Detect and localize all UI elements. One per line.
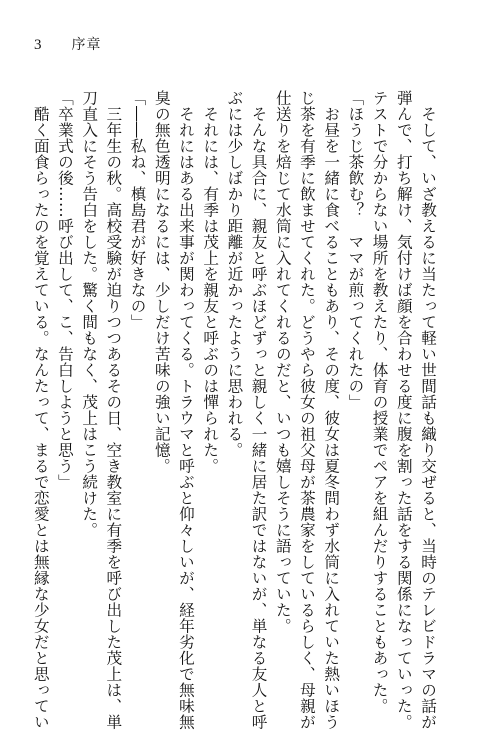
text-line: じ茶を有季に飲ませてくれた。どうやら彼女の祖父母が茶農家をしているらしく、母親が <box>297 90 316 730</box>
page-header <box>34 38 102 53</box>
dialogue-line: 「卒業式の後……呼び出して、こ、告白しようと思う」 <box>55 90 74 490</box>
vertical-body-text <box>29 90 440 730</box>
page-number: 3 <box>34 37 42 53</box>
text-line: 弾んで、打ち解け、気付けば顔を合わせる度に腹を割った話をする関係になっていった。 <box>394 90 413 730</box>
text-line: ぶには少しばかり距離が近かったように思われる。 <box>225 90 244 458</box>
text-line: 仕送りを焙じて水筒に入れてくれるのだと、いつも嬉しそうに語っていた。 <box>273 90 292 634</box>
text-line: 臭の無色透明になるには、少しだけ苦味の強い記憶。 <box>152 90 171 474</box>
text-line: 刀直入にそう告白をした。驚く間もなく、茂上はこう続けた。 <box>80 90 99 538</box>
dialogue-line: 「――私ね、槙島君が好きなの」 <box>128 90 147 330</box>
text-line: お昼を一緒に食べることもあり、その度、彼女は夏冬問わず水筒に入れていた熱いほう <box>322 90 341 730</box>
text-line: そして、いざ教えるに当たって軽い世間話も織り交ぜると、当時のテレビドラマの話が <box>419 90 437 730</box>
dialogue-line: 「ほうじ茶飲む？ ママが煎ってくれたの」 <box>346 90 365 410</box>
text-line: それにはある出来事が関わってくる。トラウマと呼ぶと仰々しいが、経年劣化で無味無 <box>176 90 195 730</box>
text-line: 三年生の秋。高校受験が迫りつつあるその日、空き教室に有季を呼び出した茂上は、単 <box>104 90 123 730</box>
text-line: それには、有季は茂上を親友と呼ぶのは憚られた。 <box>201 90 220 474</box>
text-line: テストで分からない場所を教えたり、体育の授業でペアを組んだりすることもあった。 <box>370 90 389 714</box>
text-line: 酷く面食らったのを覚えている。なんたって、まるで恋愛とは無縁な少女だと思ってい <box>31 90 50 730</box>
text-line: そんな具合に、親友と呼ぶほどずっと親しく一緒に居た訳ではないが、単なる友人と呼 <box>249 90 268 730</box>
chapter-title: 序章 <box>71 37 102 53</box>
